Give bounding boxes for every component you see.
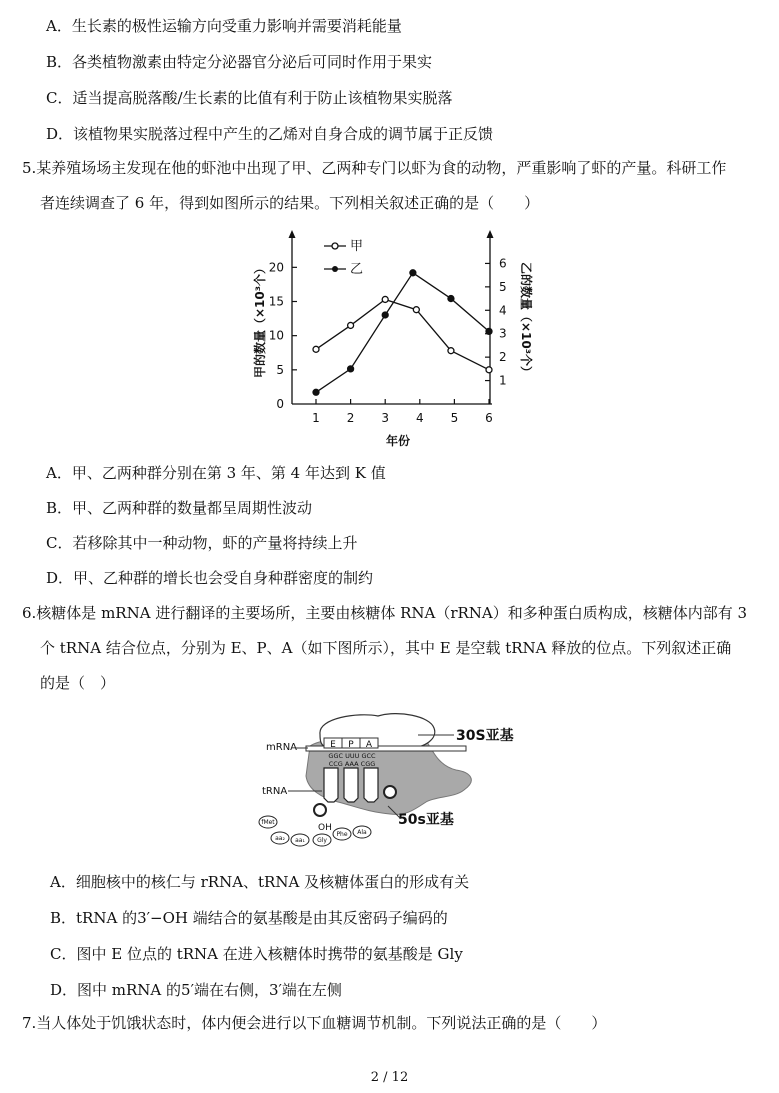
- q4-option-c: C．适当提高脱落酸/生长素的比值有利于防止该植物果实脱落: [46, 89, 453, 107]
- right-tick-label: 5: [499, 279, 507, 294]
- q5-option-d: D．甲、乙种群的增长也会受自身种群密度的制约: [46, 569, 374, 587]
- site-p-label: P: [348, 740, 354, 750]
- data-point-jia: [486, 367, 492, 373]
- x-tick-label: 5: [450, 411, 459, 425]
- right-tick-label: 6: [499, 256, 507, 271]
- left-tick-label: 20: [268, 260, 284, 275]
- site-e-label: E: [330, 740, 336, 750]
- aa-gly-label: Gly: [317, 837, 327, 844]
- aa-ala-label: Ala: [357, 829, 367, 836]
- q6-stem-line2: 个 tRNA 结合位点，分别为 E、P、A（如下图所示），其中 E 是空载 tRNA 释放的位点。下列叙述正确: [40, 639, 732, 657]
- right-tick-label: 2: [499, 350, 507, 365]
- data-point-yi: [410, 270, 416, 276]
- trna-group: [324, 768, 378, 802]
- right-tick-label: 3: [499, 326, 507, 341]
- x-tick-label: 3: [381, 411, 390, 425]
- trna-a: [364, 768, 378, 802]
- data-point-jia: [348, 322, 354, 328]
- legend-label-yi: 乙: [350, 262, 364, 277]
- x-tick-label: 2: [346, 411, 355, 425]
- tick-layer: [269, 256, 507, 425]
- left-axis-arrow-icon: [289, 230, 296, 238]
- legend-filled-circle-icon: [332, 266, 338, 272]
- population-line-chart: [246, 228, 536, 450]
- q6-option-d: D．图中 mRNA 的5′端在右侧，3′端在左侧: [50, 981, 342, 999]
- data-point-yi: [313, 389, 319, 395]
- q6-option-c: C．图中 E 位点的 tRNA 在进入核糖体时携带的氨基酸是 Gly: [50, 945, 463, 963]
- legend: [324, 239, 363, 277]
- trna-loop-right: [384, 786, 396, 798]
- q4-option-a: A．生长素的极性运输方向受重力影响并需要消耗能量: [46, 17, 402, 35]
- right-axis-arrow-icon: [487, 230, 494, 238]
- data-point-jia: [448, 348, 454, 354]
- aa-phe-label: Phe: [336, 831, 348, 838]
- ribosome-figure: [258, 706, 528, 856]
- series-line-yi: [316, 273, 489, 392]
- q6-stem-line3: 的是（ ）: [40, 674, 116, 692]
- q5-stem-line1: 5.某养殖场场主发现在他的虾池中出现了甲、乙两种专门以虾为食的动物，严重影响了虾的产量。科研工作: [22, 159, 727, 177]
- mrna-label: mRNA: [266, 742, 298, 753]
- site-a-label: A: [365, 740, 373, 750]
- q7-stem-line1: 7.当人体处于饥饿状态时，体内便会进行以下血糖调节机制。下列说法正确的是（ ）: [22, 1014, 607, 1032]
- left-tick-label: 0: [276, 397, 284, 411]
- q4-option-b: B．各类植物激素由特定分泌器官分泌后可同时作用于果实: [46, 53, 433, 71]
- left-axis-label: 甲的数量（×10³个）: [253, 261, 267, 379]
- data-point-yi: [382, 312, 388, 318]
- codon-text: GGC UUU GCC: [328, 752, 376, 760]
- data-point-jia: [313, 346, 319, 352]
- left-tick-label: 15: [268, 294, 284, 309]
- legend-open-circle-icon: [332, 243, 338, 249]
- label-30s: 30S亚基: [456, 728, 514, 744]
- q4-option-d: D．该植物果实脱落过程中产生的乙烯对自身合成的调节属于正反馈: [46, 125, 494, 143]
- series-line-jia: [316, 299, 489, 369]
- trna-loop-left: [314, 804, 326, 816]
- x-tick-label: 1: [312, 411, 320, 425]
- q5-stem-line2: 者连续调查了 6 年，得到如图所示的结果。下列相关叙述正确的是（ ）: [40, 194, 540, 212]
- q5-option-c: C．若移除其中一种动物，虾的产量将持续上升: [46, 534, 358, 552]
- trna-label: tRNA: [262, 786, 288, 797]
- trna-e: [324, 768, 338, 802]
- data-point-jia: [382, 296, 388, 302]
- right-tick-label: 1: [499, 373, 507, 388]
- right-axis-label: 乙的数量（×10³个）: [519, 261, 533, 379]
- trna-p: [344, 768, 358, 802]
- page-number: 2 / 12: [370, 1070, 409, 1085]
- x-tick-label: 6: [485, 411, 493, 425]
- series-layer: [313, 270, 492, 395]
- q6-option-b: B．tRNA 的3′−OH 端结合的氨基酸是由其反密码子编码的: [50, 909, 448, 927]
- data-point-yi: [448, 296, 454, 302]
- data-point-jia: [413, 307, 419, 313]
- q6-stem-line1: 6.核糖体是 mRNA 进行翻译的主要场所，主要由核糖体 RNA（rRNA）和多种蛋白质构成，核糖体内部有 3: [22, 604, 748, 622]
- data-point-yi: [486, 328, 492, 334]
- legend-label-jia: 甲: [350, 239, 364, 254]
- q5-option-a: A．甲、乙两种群分别在第 3 年、第 4 年达到 K 值: [46, 464, 386, 482]
- aa-2-label: aa₂: [275, 835, 285, 842]
- left-tick-label: 10: [268, 328, 284, 343]
- left-tick-label: 5: [276, 362, 284, 377]
- oh-label: OH: [318, 823, 332, 833]
- aa-1-label: aa₁: [295, 837, 305, 844]
- x-tick-label: 4: [415, 411, 424, 425]
- x-axis-label: 年份: [385, 434, 411, 448]
- anticodon-text: CCG AAA CGG: [328, 760, 376, 768]
- q6-option-a: A．细胞核中的核仁与 rRNA、tRNA 及核糖体蛋白的形成有关: [50, 873, 470, 891]
- label-50s: 50s亚基: [398, 812, 454, 828]
- right-tick-label: 4: [499, 303, 507, 318]
- aa-met-label: fMet: [261, 819, 275, 826]
- data-point-yi: [348, 366, 354, 372]
- q5-option-b: B．甲、乙两种群的数量都呈周期性波动: [46, 499, 313, 517]
